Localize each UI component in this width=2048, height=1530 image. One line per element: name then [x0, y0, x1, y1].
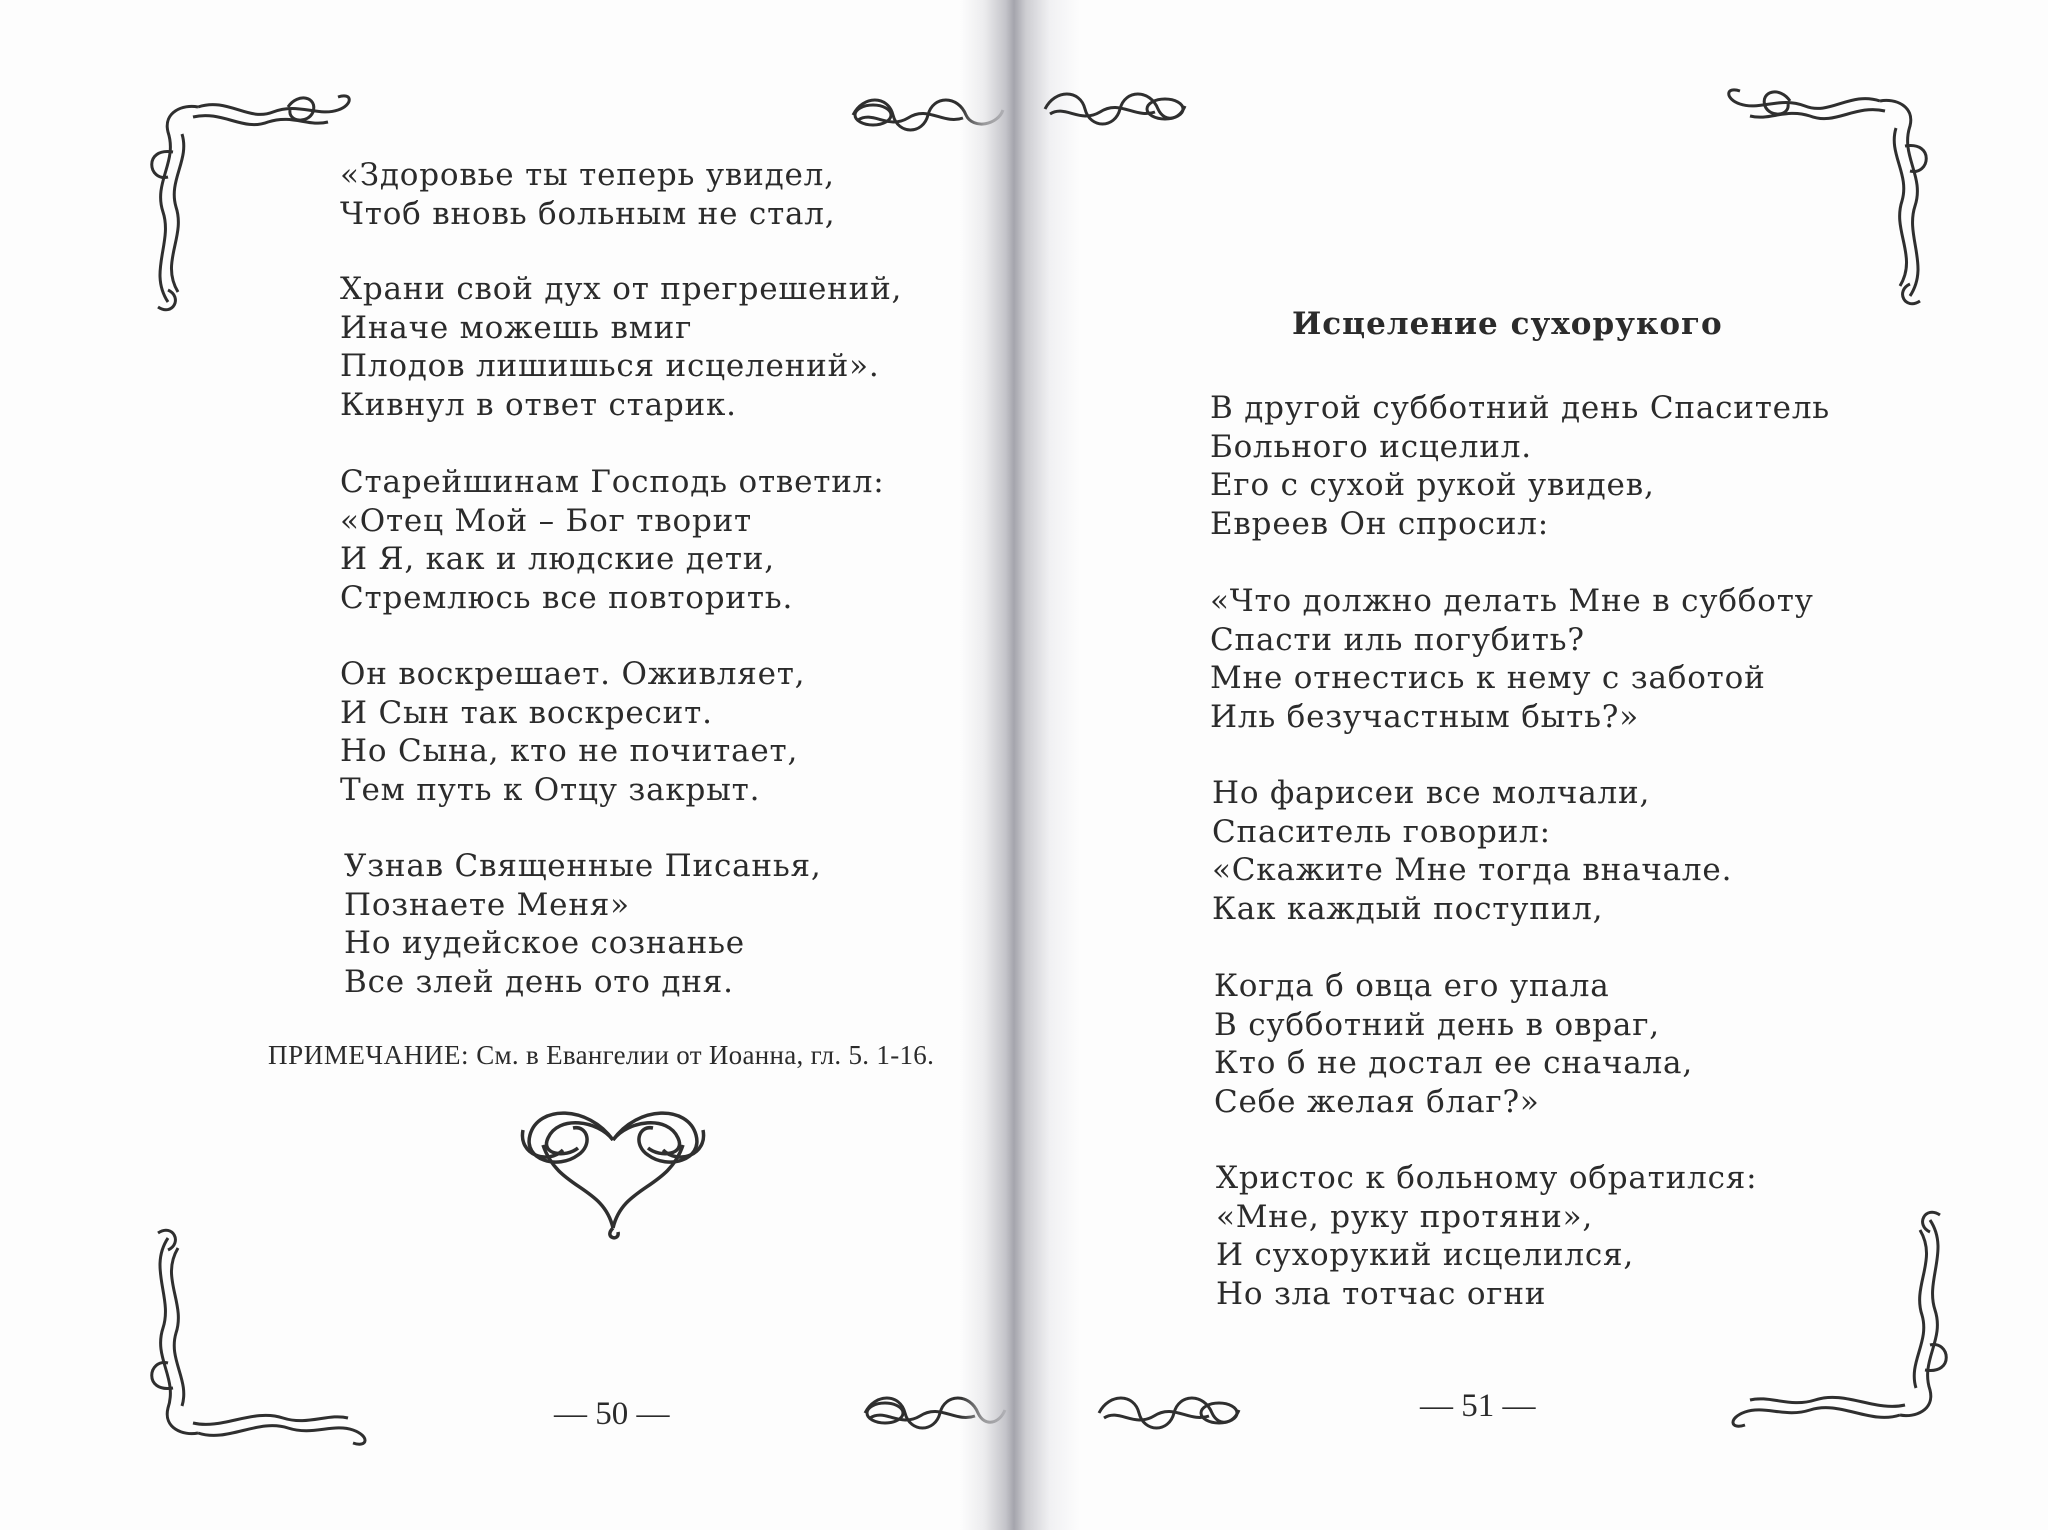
edge-ornament-bottom-icon	[1094, 1388, 1244, 1438]
verse-line: «Здоровье ты теперь увидел,	[340, 157, 835, 193]
right-stanza-5	[1216, 1159, 1757, 1313]
verse-line: Но зла тотчас огни	[1216, 1275, 1547, 1312]
verse-line: Спаситель говорил:	[1212, 813, 1551, 850]
verse-line: Мне отнестись к нему с заботой	[1210, 660, 1766, 696]
verse-line: Кто б не достал ее сначала,	[1214, 1045, 1693, 1081]
verse-line: И сухорукий исцелился,	[1216, 1237, 1634, 1273]
verse-line: Узнав Священные Писанья,	[344, 848, 822, 884]
verse-line: Его с сухой рукой увидев,	[1210, 467, 1655, 503]
verse-line: Все злей день ото дня.	[344, 963, 734, 1000]
verse-line: Христос к больному обратился:	[1216, 1160, 1758, 1196]
verse-line: Когда б овца его упала	[1214, 968, 1610, 1004]
page-number: — 50 —	[554, 1396, 670, 1432]
footnote-text: См. в Евангелии от Иоанна, гл. 5. 1-16.	[476, 1040, 935, 1070]
verse-line: В другой субботний день Спаситель	[1210, 390, 1830, 426]
page-number: — 51 —	[1420, 1388, 1536, 1424]
right-stanza-3	[1212, 774, 1732, 928]
right-stanza-1	[1210, 389, 1830, 543]
edge-ornament-top-icon	[1040, 84, 1190, 134]
verse-line: Больного исцелил.	[1210, 428, 1532, 465]
verse-line: «Отец Мой – Бог творит	[340, 502, 753, 539]
poem-title: Исцеление сухорукого	[1292, 306, 1723, 342]
verse-line: Как каждый поступил,	[1212, 890, 1604, 927]
verse-line: Но фарисеи все молчали,	[1212, 775, 1651, 811]
verse-line: Плодов лишишься исцелений».	[340, 348, 880, 384]
verse-line: В субботний день в овраг,	[1214, 1006, 1660, 1043]
verse-line: Кивнул в ответ старик.	[340, 386, 737, 423]
verse-line: Старейшинам Господь ответил:	[340, 464, 885, 500]
verse-line: Тем путь к Отцу закрыт.	[340, 771, 761, 808]
verse-line: Стремлюсь все повторить.	[340, 579, 794, 616]
verse-line: Храни свой дух от прегрешений,	[340, 271, 903, 307]
verse-line: И Сын так воскресит.	[340, 694, 713, 731]
footnote-label: ПРИМЕЧАНИЕ:	[268, 1040, 470, 1070]
right-stanza-4	[1214, 967, 1693, 1121]
verse-line: Спасти иль погубить?	[1210, 621, 1585, 658]
corner-ornament-top-right-icon	[1720, 86, 1940, 316]
verse-line: Познаете Меня»	[344, 886, 630, 923]
verse-line: Но иудейское сознанье	[344, 925, 745, 961]
verse-line: Иначе можешь вмиг	[340, 309, 693, 346]
right-stanza-2	[1210, 582, 1814, 736]
verse-line: Иль безучастным быть?»	[1210, 698, 1639, 735]
verse-line: Он воскрешает. Оживляет,	[340, 656, 806, 692]
verse-line: Евреев Он спросил:	[1210, 505, 1549, 542]
verse-line: «Что должно делать Мне в субботу	[1210, 583, 1814, 619]
verse-line: «Скажите Мне тогда вначале.	[1212, 852, 1733, 888]
verse-line: Себе желая благ?»	[1214, 1083, 1540, 1120]
verse-line: Но Сына, кто не почитает,	[340, 733, 799, 769]
verse-line: И Я, как и людские дети,	[340, 541, 775, 577]
verse-line: Чтоб вновь больным не стал,	[340, 195, 836, 232]
verse-line: «Мне, руку протяни»,	[1216, 1198, 1593, 1235]
